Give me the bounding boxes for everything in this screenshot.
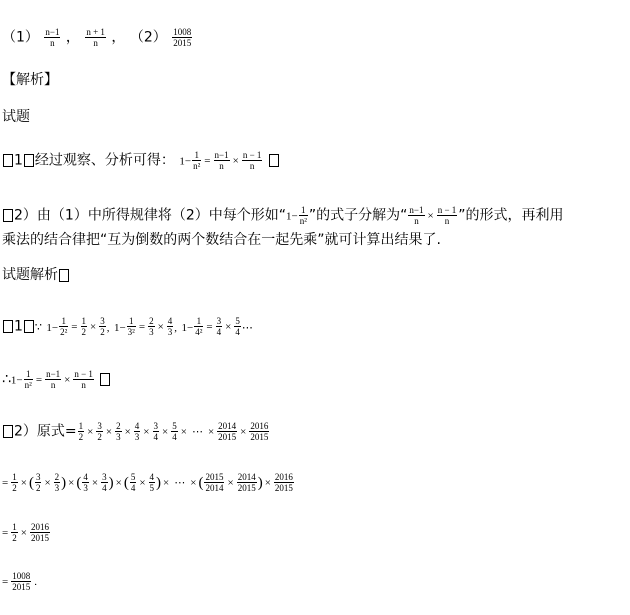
- fraction-denominator: 4²: [195, 327, 203, 337]
- times-sign: ×: [139, 476, 146, 489]
- times-sign: ×: [91, 476, 99, 489]
- times-sign: ×: [163, 476, 170, 489]
- equals-sign: =: [71, 320, 78, 333]
- missing-glyph-box: [269, 154, 279, 167]
- fraction-denominator: 2015: [237, 483, 256, 493]
- times-sign: ×: [232, 154, 239, 167]
- fraction-denominator: 2: [12, 483, 17, 493]
- times-sign: ×: [190, 476, 197, 489]
- times-sign: ×: [157, 320, 164, 333]
- fraction: [237, 472, 257, 493]
- topic-label: 试题: [2, 109, 30, 125]
- solution-line-5: [2, 571, 39, 592]
- times-sign: ×: [90, 320, 97, 333]
- analysis-1-number: 1: [14, 152, 23, 169]
- fraction-denominator: n²: [24, 380, 32, 390]
- fraction-denominator: 2015: [12, 582, 31, 592]
- analysis-2-text-a: 2）由（1）中所得规律将（2）中每个形如“: [14, 207, 286, 224]
- answer-fraction-3: [172, 27, 192, 48]
- fraction: [192, 150, 201, 171]
- fraction-denominator: n: [249, 161, 255, 171]
- fraction: [217, 421, 237, 442]
- fraction-numerator: n−1: [45, 27, 60, 37]
- fraction-numerator: 3: [216, 316, 222, 326]
- fraction-denominator: 4: [172, 432, 177, 442]
- fraction: [130, 472, 137, 493]
- solution-2-product: [77, 421, 271, 442]
- fraction-denominator: 4: [235, 327, 240, 337]
- fraction: [45, 369, 61, 390]
- fraction-numerator: 3: [102, 472, 107, 482]
- fraction-numerator: 3: [153, 421, 159, 431]
- fraction-numerator: n + 1: [86, 27, 105, 37]
- fraction-numerator: 2: [149, 316, 154, 326]
- right-paren: ): [156, 474, 162, 491]
- solution-line-1: [2, 316, 253, 337]
- analysis-line-2-cont: 乘法的结合律把“互为倒数的两个数结合在一起先乘”就可计算出结果了.: [2, 232, 441, 248]
- times-sign: ×: [207, 425, 215, 438]
- times-sign: ×: [225, 320, 232, 333]
- right-paren: ): [108, 474, 114, 491]
- solution-label: 试题解析: [2, 267, 58, 283]
- fraction-numerator: 2016: [250, 421, 269, 431]
- times-sign: ×: [162, 425, 169, 438]
- ellipsis: ⋯: [191, 424, 203, 438]
- times-sign: ×: [20, 476, 27, 489]
- one-minus: 1−: [285, 210, 298, 223]
- fraction: [59, 316, 68, 337]
- times-sign: ×: [87, 425, 94, 438]
- solution-3-product: [10, 472, 295, 493]
- fraction-denominator: n: [444, 216, 450, 226]
- fraction-numerator: 4: [167, 316, 173, 326]
- fraction: [437, 205, 458, 226]
- right-paren: ): [61, 474, 67, 491]
- fraction-denominator: n: [50, 38, 55, 48]
- times-sign: ×: [227, 476, 234, 489]
- fraction-denominator: n²: [299, 216, 307, 226]
- fraction-denominator: 3: [54, 483, 60, 493]
- fraction: [24, 369, 33, 390]
- equals-sign: =: [2, 575, 9, 588]
- fraction-denominator: n: [93, 38, 98, 48]
- left-paren: (: [198, 474, 204, 491]
- equals-sign: =: [206, 320, 213, 333]
- fraction-denominator: 5: [149, 483, 155, 493]
- fraction: [274, 472, 294, 493]
- fraction: [216, 316, 223, 337]
- fraction: [96, 421, 103, 442]
- times-sign: ×: [20, 526, 27, 539]
- fraction-denominator: 4: [102, 483, 107, 493]
- equals-sign: =: [138, 320, 146, 333]
- fraction: [149, 472, 156, 493]
- one-minus: 1−: [46, 321, 59, 334]
- fraction: [408, 205, 424, 226]
- fraction: [54, 472, 61, 493]
- fraction-denominator: 4: [130, 483, 136, 493]
- right-paren: ): [257, 474, 263, 491]
- answer-part1-label: （1）: [2, 29, 39, 46]
- answer-part2-label: （2）: [129, 29, 167, 46]
- fraction-denominator: n: [414, 216, 419, 226]
- fraction-numerator: 1: [24, 369, 33, 380]
- fraction: [242, 150, 263, 171]
- fraction-denominator: 3: [83, 483, 88, 493]
- times-sign: ×: [143, 425, 150, 438]
- one-minus: 1−: [10, 374, 23, 387]
- fraction-numerator: 3: [100, 316, 105, 326]
- solution-line-2: [2, 421, 270, 442]
- times-sign: ×: [115, 476, 122, 489]
- fraction-denominator: 2: [12, 533, 17, 543]
- fraction: [214, 150, 230, 171]
- missing-glyph-box: [59, 269, 69, 282]
- one-minus: 1−: [113, 321, 126, 334]
- fraction-numerator: 1: [299, 205, 308, 216]
- fraction-numerator: 3: [97, 421, 102, 431]
- fraction: [82, 472, 89, 493]
- fraction: [99, 316, 106, 337]
- answer-line: [2, 27, 193, 48]
- final-fraction: [11, 571, 31, 592]
- fraction-numerator: 2: [116, 421, 121, 431]
- fraction-numerator: n − 1: [437, 205, 457, 215]
- times-sign: ×: [240, 425, 247, 438]
- fraction-numerator: 4: [149, 472, 155, 482]
- fraction: [153, 421, 160, 442]
- fraction-denominator: n: [81, 380, 86, 390]
- missing-glyph-box: [3, 209, 13, 222]
- fraction-numerator: n−1: [409, 205, 424, 215]
- fraction: [249, 421, 269, 442]
- fraction-denominator: 2015: [218, 432, 237, 442]
- missing-glyph-box: [3, 425, 13, 438]
- fraction-numerator: 1: [127, 316, 136, 327]
- period: .: [34, 575, 37, 588]
- fraction-numerator: 2015: [205, 472, 224, 482]
- fraction-numerator: 2016: [30, 522, 49, 532]
- times-sign: ×: [264, 476, 271, 489]
- comma: ，: [65, 29, 80, 46]
- fraction: [127, 316, 136, 337]
- fraction-denominator: 2015: [30, 533, 49, 543]
- one-minus: 1−: [181, 321, 194, 334]
- times-sign: ×: [68, 476, 75, 489]
- fraction-denominator: n²: [193, 161, 201, 171]
- fraction-denominator: 3: [134, 432, 140, 442]
- fraction-numerator: 1: [12, 522, 17, 532]
- equals-sign: =: [35, 373, 43, 386]
- fraction: [73, 369, 94, 390]
- missing-glyph-box: [3, 320, 13, 333]
- times-sign: ×: [427, 209, 434, 222]
- times-sign: ×: [44, 476, 51, 489]
- fraction-numerator: n − 1: [242, 150, 262, 160]
- fraction-denominator: 2: [97, 432, 102, 442]
- times-sign: ×: [180, 425, 187, 438]
- missing-glyph-box: [3, 154, 13, 167]
- fraction: [81, 316, 88, 337]
- fraction-numerator: 2014: [218, 421, 237, 431]
- solution-2-label: 2）原式=: [14, 423, 77, 440]
- analysis-2-text-b: ”的式子分解为“: [308, 207, 408, 224]
- times-sign: ×: [64, 373, 71, 386]
- fraction: [234, 316, 241, 337]
- fraction-numerator: 1: [12, 472, 17, 482]
- analysis-line-2: [2, 205, 564, 226]
- fraction: [11, 472, 18, 493]
- fraction-numerator: 4: [83, 472, 88, 482]
- fraction-denominator: n: [219, 161, 224, 171]
- fraction-numerator: n−1: [214, 150, 229, 160]
- fraction-denominator: 3: [149, 327, 154, 337]
- fraction-denominator: 2: [100, 327, 105, 337]
- fraction-numerator: n − 1: [74, 369, 93, 379]
- times-sign: ×: [124, 425, 131, 438]
- fraction-denominator: 2: [35, 483, 41, 493]
- fraction-denominator: 3²: [127, 327, 135, 337]
- answer-fraction-2: [85, 27, 106, 48]
- solution-line-3: [2, 472, 295, 493]
- comma: ，: [111, 29, 126, 46]
- analysis-line-1: [2, 150, 280, 171]
- fraction: [171, 421, 178, 442]
- fraction-denominator: 2²: [60, 327, 68, 337]
- fraction-numerator: 1008: [12, 571, 31, 581]
- missing-glyph-box: [24, 320, 34, 333]
- fraction-numerator: 1: [81, 316, 87, 326]
- fraction: [167, 316, 174, 337]
- fraction-numerator: 1: [78, 421, 84, 431]
- fraction-denominator: 2: [81, 327, 87, 337]
- fraction: [30, 522, 50, 543]
- fraction-denominator: 4: [153, 432, 159, 442]
- fraction: [101, 472, 108, 493]
- fraction-numerator: 5: [130, 472, 136, 482]
- solution-line-1b: [2, 369, 111, 390]
- missing-glyph-box: [24, 154, 34, 167]
- times-sign: ×: [105, 425, 113, 438]
- fraction: [204, 472, 224, 493]
- comma: ,: [174, 321, 178, 334]
- left-paren: (: [76, 474, 82, 491]
- fraction: [11, 522, 18, 543]
- fraction-numerator: n−1: [46, 369, 61, 379]
- fraction-numerator: 2: [54, 472, 60, 482]
- equals-sign: =: [2, 526, 9, 539]
- solution-1-number: 1: [14, 318, 23, 335]
- fraction: [134, 421, 141, 442]
- fraction-numerator: 4: [134, 421, 140, 431]
- solution-1-items: [46, 316, 253, 337]
- fraction-denominator: 2: [78, 432, 84, 442]
- left-paren: (: [123, 474, 129, 491]
- fraction-denominator: 3: [167, 327, 173, 337]
- fraction-numerator: 1: [59, 316, 68, 327]
- solution-line-4: [2, 522, 51, 543]
- answer-fraction-1: [44, 27, 60, 48]
- missing-glyph-box: [100, 373, 110, 386]
- fraction-numerator: 1: [194, 316, 203, 327]
- section-heading: 【解析】: [2, 72, 58, 88]
- fraction-denominator: n: [50, 380, 56, 390]
- fraction-numerator: 1: [192, 150, 201, 161]
- fraction-denominator: 2015: [274, 483, 293, 493]
- fraction-numerator: 5: [235, 316, 240, 326]
- ellipsis: ⋯: [241, 321, 253, 334]
- fraction-numerator: 2014: [237, 472, 256, 482]
- therefore-sign: ∴: [2, 371, 11, 388]
- analysis-1-text: 经过观察、分析可得：: [34, 152, 175, 169]
- fraction-denominator: 2015: [173, 38, 192, 48]
- fraction: [115, 421, 122, 442]
- because-sign: ∵: [34, 321, 42, 334]
- one-minus: 1−: [179, 155, 192, 168]
- equals-sign: =: [2, 476, 9, 489]
- fraction-numerator: 3: [35, 472, 41, 482]
- analysis-2-text-c: ”的形式，再利用: [458, 207, 564, 224]
- equals-sign: =: [204, 154, 211, 167]
- fraction-denominator: 2014: [205, 483, 224, 493]
- solution-label-line: [2, 266, 70, 284]
- fraction-denominator: 3: [116, 432, 121, 442]
- fraction: [78, 421, 85, 442]
- fraction-numerator: 1008: [173, 27, 192, 37]
- fraction: [299, 205, 308, 226]
- fraction-numerator: 5: [172, 421, 177, 431]
- fraction-numerator: 2016: [274, 472, 293, 482]
- left-paren: (: [28, 474, 34, 491]
- fraction: [194, 316, 203, 337]
- fraction: [148, 316, 155, 337]
- fraction-denominator: 4: [216, 327, 222, 337]
- ellipsis: ⋯: [174, 475, 186, 489]
- comma: ,: [106, 321, 110, 334]
- fraction: [35, 472, 42, 493]
- fraction-denominator: 2015: [250, 432, 269, 442]
